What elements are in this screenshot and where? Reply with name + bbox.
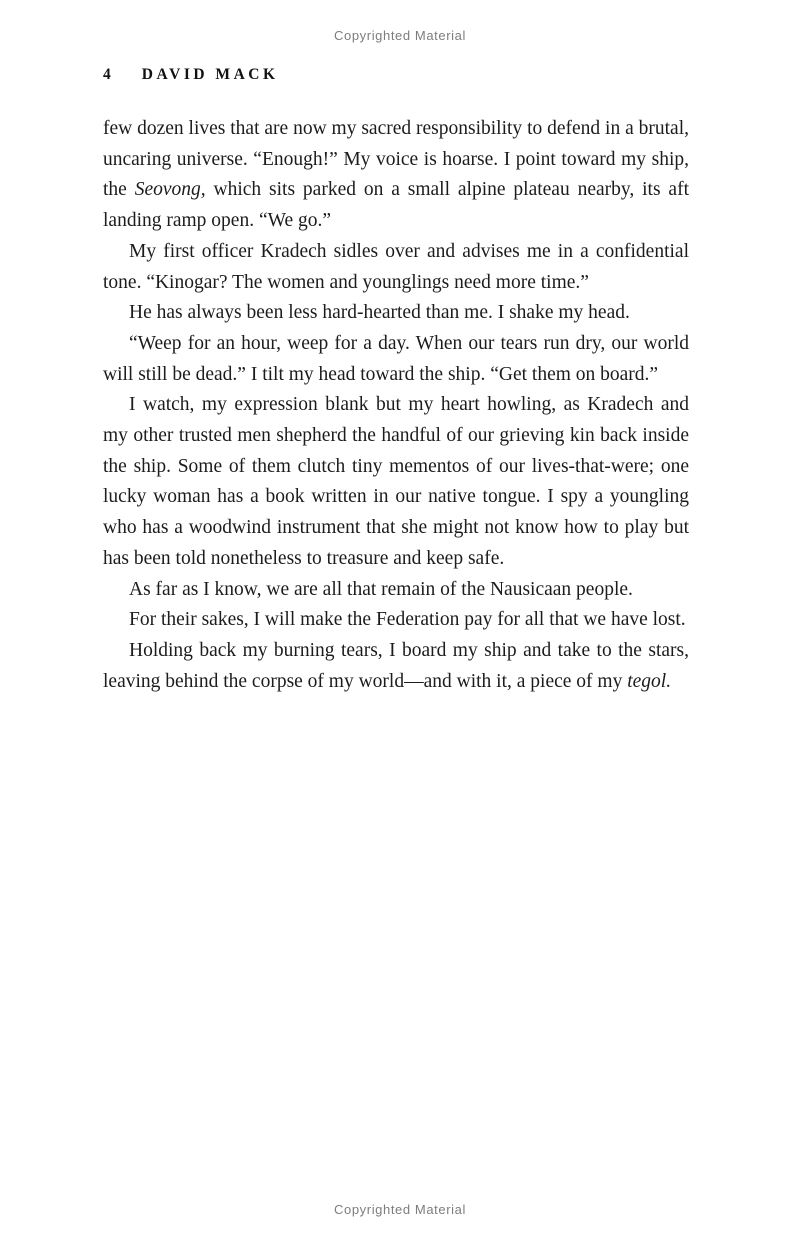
paragraph — [103, 237, 689, 298]
paragraph — [103, 390, 689, 574]
paragraph — [103, 298, 689, 329]
paragraph — [103, 329, 689, 390]
body-text — [103, 114, 689, 697]
paragraph — [103, 636, 689, 697]
text-run: Holding back my burning tears, I board my ship and take to the stars, leaving behind the corpse of my world—and with it, a piece of my — [103, 639, 689, 692]
paragraph — [103, 114, 689, 237]
text-run: few dozen lives that are now my sacred responsibility to defend in a brutal, uncaring universe. “Enough!” My voice is hoarse. I point toward my ship, the — [103, 118, 689, 201]
text-run: As far as I know, we are all that remain of the Nausicaan people. — [129, 578, 633, 600]
text-run: He has always been less hard-hearted than me. I shake my head. — [129, 302, 630, 324]
text-run: I watch, my expression blank but my heart howling, as Kradech and my other trusted men shepherd the handful of our grieving kin back inside the ship. Some of them clutch tiny mementos of our lives-that-were; one lucky woman has a book written in our native tongue. I spy a youngling who has a woodwind instrument that she might not know how to play but has been told nonetheless to treasure and keep safe. — [103, 394, 689, 569]
text-run: “Weep for an hour, weep for a day. When our tears run dry, our world will still be dead.” I tilt my head toward the ship. “Get them on board.” — [103, 332, 689, 385]
italic-text-run: tegol. — [627, 670, 672, 692]
text-run: which sits parked on a small alpine plateau nearby, its aft landing ramp open. “We go.” — [103, 179, 689, 232]
page-number: 4 — [103, 66, 112, 83]
paragraph — [103, 575, 689, 606]
copyright-notice-bottom: Copyrighted Material — [334, 1202, 466, 1217]
text-run: For their sakes, I will make the Federation pay for all that we have lost. — [129, 609, 686, 631]
running-title-author: DAVID MACK — [141, 66, 279, 83]
copyright-notice-top: Copyrighted Material — [334, 28, 466, 43]
italic-text-run: Seovong, — [134, 179, 206, 201]
paragraph — [103, 605, 689, 636]
running-header — [103, 66, 688, 84]
text-run: My first officer Kradech sidles over and advises me in a confidential tone. “Kinogar? The women and younglings need more time.” — [103, 240, 689, 293]
